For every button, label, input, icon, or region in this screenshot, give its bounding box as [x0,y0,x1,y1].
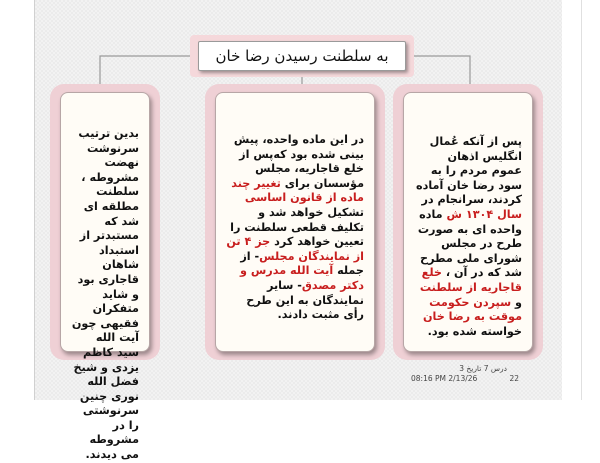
highlight-text: جز ۴ تن از نمایندگان مجلس [226,235,364,263]
slide-footer [395,362,519,388]
card-middle [205,84,385,360]
highlight-text: سال ۱۳۰۴ ش [446,207,522,221]
card-left [50,84,160,462]
card-right [393,84,543,360]
highlight-text: خلع قاجاریه از سلطنت [419,266,522,294]
body-text: - سایر نمایندگان به این طرح رأی مثبت دادند. [246,278,364,322]
footer-lesson: درس 7 تاریخ 3 [459,364,507,373]
card-left-text [60,92,150,462]
page-title: به سلطنت رسیدن رضا خان [198,41,406,71]
highlight-text: آیت الله مدرس و دکتر مصدق [240,264,364,292]
body-text: - از جمله [240,249,364,278]
highlight-text: سپردن حکومت موقت به رضا خان [422,295,522,324]
right-margin [562,0,600,400]
body-text: بدین ترتیب سرنوشت نهضت مشروطه ، سلطنت مطلقه ای شد که مستبدتر از استبداد شاهان قاجاری بود و شاید متفکران فقیهی چون آیت الله سید کاظم یزدی و شیخ فضل الله نوری چنین سرنوشتی را در مشروطه می دیدند. [71,127,139,462]
title-box [190,35,414,77]
footer-datetime: 08:16 PM 2/13/26 [411,374,478,383]
body-text: ماده واحده ای به صورت طرح در مجلس شورای ملی مطرح شد که در آن ، [417,207,522,280]
body-text: تشکیل خواهد شد و تکلیف قطعی سلطنت را تعیین خواهد کرد [230,205,364,249]
body-text: و [511,295,522,309]
body-text: در این ماده واحده، پیش بینی شده بود که‌پس از خلع قاجاریه، مجلس مؤسسان برای [233,133,364,190]
body-text: پس از آنکه عُمال انگلیس اذهان عموم مردم را به سود رضا خان آماده کردند، سرانجام در [415,135,522,207]
card-middle-text [215,92,375,352]
body-text: خواسته شده بود. [427,324,522,338]
highlight-text: تغییر چند ماده از قانون اساسی [231,176,364,205]
card-right-text [403,92,533,352]
footer-page-number: 22 [509,374,519,383]
